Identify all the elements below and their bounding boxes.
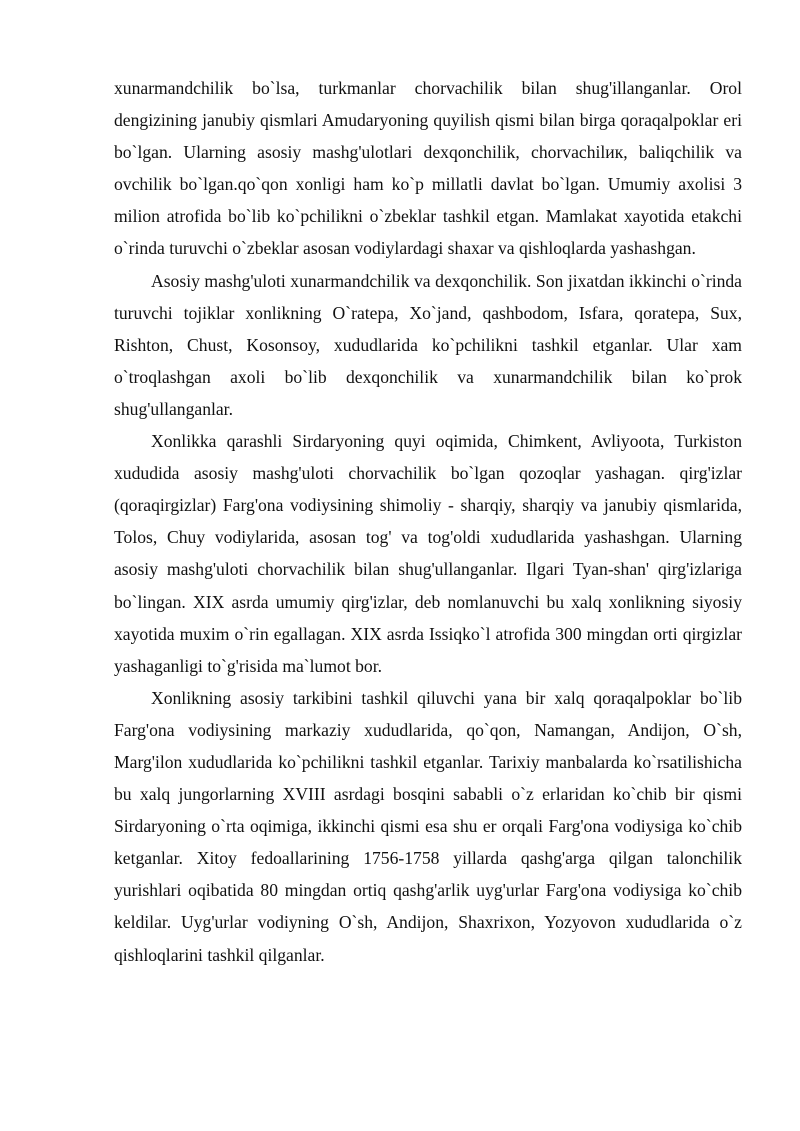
- paragraph-qozoqlar-qirgizlar: Xonlikka qarashli Sirdaryoning quyi oqimida, Chimkent, Avliyoota, Turkiston xududida asosiy mashg'uloti chorvachilik bo`lgan qozoqlar yashagan. qirg'izlar (qoraqirgizlar) Farg'ona vodiysining shimoliy - sharqiy, sharqiy va janubiy qismlarida, Tolos, Chuy vodiylarida, asosan tog' va tog'oldi xududlarida yashashgan. Ularning asosiy mashg'uloti chorvachilik bilan shug'ullanganlar. Ilgari Tyan-shan' qirg'izlariga bo`lingan. XIX asrda umumiy qirg'izlar, deb nomlanuvchi bu xalq xonlikning siyosiy xayotida muxim o`rin egallagan. XIX asrda Issiqko`l atrofida 300 mingdan orti qirgizlar yashaganligi to`g'risida ma`lumot bor.: [114, 431, 742, 676]
- paragraph-continuation: xunarmandchilik bo`lsa, turkmanlar chorvachilik bilan shug'illanganlar. Orol dengizining janubiy qismlari Amudaryoning quyilish qismi bilan birga qoraqalpoklar eri bo`lgan. Ularning asosiy mashg'ulotlari dexqonchilik, chorvachilик, baliqchilik va ovchilik bo`lgan.qo`qon xonligi ham ko`p millatli davlat bo`lgan. Umumiy axolisi 3 milion atrofida bo`lib ko`pchilikni o`zbeklar tashkil etgan. Mamlakat xayotida etakchi o`rinda turuvchi o`zbeklar asosan vodiylardagi shaxar va qishloqlarda yashashgan.: [114, 78, 742, 259]
- document-page: [114, 72, 742, 971]
- paragraph-tojiklar: Asosiy mashg'uloti xunarmandchilik va dexqonchilik. Son jixatdan ikkinchi o`rinda turuvchi tojiklar xonlikning O`ratepa, Xo`jand, qashbodom, Isfara, qoratepa, Sux, Rishton, Chust, Kosonsoy, xududlarida ko`pchilikni tashkil etganlar. Ular xam o`troqlashgan axoli bo`lib dexqonchilik va xunarmandchilik bilan ko`prok shug'ullanganlar.: [114, 270, 742, 419]
- paragraph-qoraqalpoqlar-uygurlar: Xonlikning asosiy tarkibini tashkil qiluvchi yana bir xalq qoraqalpoklar bo`lib Farg'ona vodiysining markaziy xududlarida, qo`qon, Namangan, Andijon, O`sh, Marg'ilon xududlarida ko`pchilikni tashkil etganlar. Tarixiy manbalarda ko`rsatilishicha bu xalq jungorlarning XVIII asrdagi bosqini sababli o`z erlaridan ko`chib bir qismi Sirdaryoning o`rta oqimiga, ikkinchi qismi esa shu er orqali Farg'ona vodiysiga ko`chib ketganlar. Xitoy fedoallarining 1756-1758 yillarda qashg'arga qilgan talonchilik yurishlari oqibatida 80 mingdan ortiq qashg'arlik uyg'urlar Farg'ona vodiysiga ko`chib keldilar. Uyg'urlar vodiyning O`sh, Andijon, Shaxrixon, Yozyovon xududlarida o`z qishloqlarini tashkil qilganlar.: [114, 687, 742, 965]
